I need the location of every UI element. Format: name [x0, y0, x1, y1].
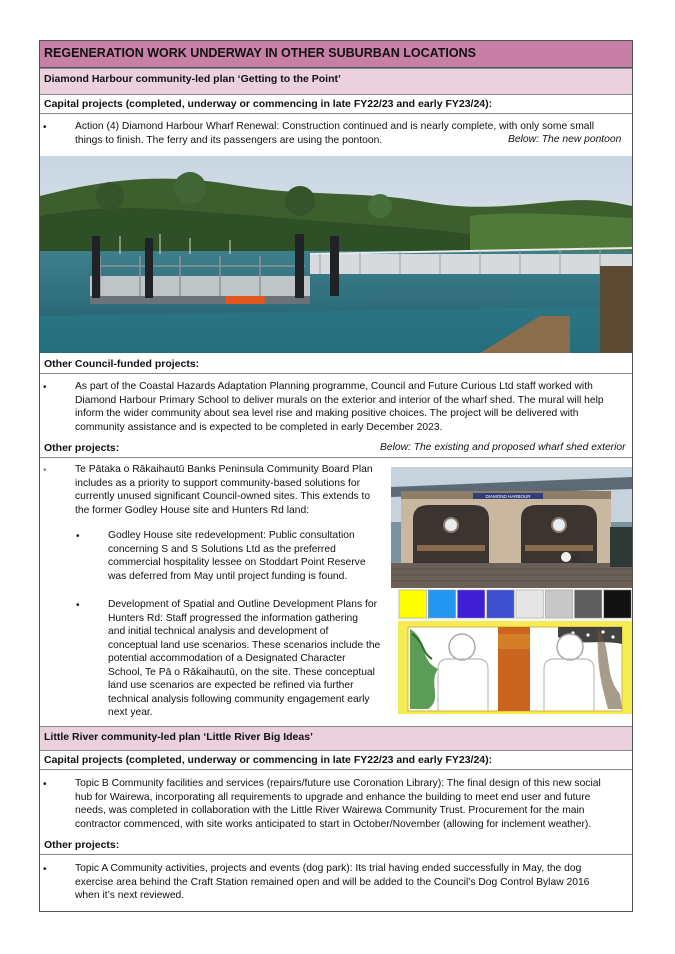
text-line: community assistance and is expected to be completed in early December 2023. [75, 421, 443, 433]
divider [40, 113, 632, 114]
council-funded-heading: Other Council-funded projects: [44, 358, 200, 370]
section-title: REGENERATION WORK UNDERWAY IN OTHER SUBURBAN LOCATIONS [40, 41, 632, 68]
text-line: Te Pātaka o Rākaihautū Banks Peninsula Community Board Plan [75, 464, 373, 475]
bullet: • [43, 382, 47, 393]
text-line: Topic B Community facilities and services (repairs/future use Coronation Library): The final design of this new social [75, 778, 601, 789]
divider [40, 373, 632, 374]
diamond-harbour-band: Diamond Harbour community-led plan ‘Getting to the Point’ [40, 68, 632, 95]
text-line: School, Te Pā o Rākaihautū, on the site. These conceptual [108, 666, 375, 678]
text-line: and initial technical analysis and development of [108, 626, 329, 637]
existing-shed-photo [391, 467, 632, 588]
diamond-capital-heading: Capital projects (completed, underway or commencing in late FY22/23 and early FY23/24): [44, 98, 493, 110]
colour-swatch [604, 590, 631, 618]
colour-swatch [458, 590, 485, 618]
shed-caption: Below: The existing and proposed wharf shed exterior [380, 442, 626, 453]
text-line: Godley House site redevelopment: Public consultation [108, 530, 355, 541]
text-line: currently unused significant Council-owned sites. This extends to [75, 491, 371, 502]
colour-swatch [487, 590, 514, 618]
mural-colour-swatches [399, 590, 631, 618]
shed-sign: DIAMOND HARBOUR [485, 494, 531, 499]
text-line: Hunters Rd: Staff progressed the information gathering [108, 612, 358, 624]
text-line: Development of Spatial and Outline Development Plans for [108, 599, 378, 610]
bullet: • [76, 600, 80, 611]
colour-swatch [545, 590, 572, 618]
text-line: commercial hospitality lessee on Stoddart Point Reserve [108, 557, 366, 568]
mural-project-text [75, 380, 630, 434]
little-river-capital-heading: Capital projects (completed, underway or commencing in late FY22/23 and early FY23/24): [44, 754, 493, 766]
hunters-rd-text [108, 598, 390, 720]
text-line: Topic A Community activities, projects and events (dog park): Its trial having ended successfully in May, the dog [75, 863, 582, 874]
proposed-mural [398, 589, 632, 714]
colour-swatch [399, 590, 426, 618]
text-line: needs, was completed in collaboration with the Little River Wairewa Community Trust. Procurement for the main [75, 805, 585, 816]
bullet: • [43, 122, 47, 133]
community-board-text [75, 463, 387, 517]
other-projects-heading: Other projects: [44, 442, 120, 454]
text-line: technical analysis following community engagement early [108, 693, 370, 705]
divider [40, 769, 632, 770]
text-line: As part of the Coastal Hazards Adaptation Planning programme, Council and Future Curious Ltd staff worked with [75, 381, 593, 392]
topic-a-text [75, 862, 630, 903]
report-section [39, 40, 633, 912]
bullet: • [76, 531, 80, 542]
little-river-other-heading: Other projects: [44, 839, 120, 851]
topic-b-text [75, 777, 630, 831]
text-line: when it’s next reviewed. [75, 890, 185, 901]
text-line: was deferred from May until project funding is found. [108, 570, 348, 582]
text-line: hub for Wairewa, incorporating all requirements to upgrade and enhance the building to meet end user and future [75, 791, 591, 803]
text-line: Diamond Harbour Primary School to deliver murals on the exterior and interior of the wharf shed. The mural will help [75, 394, 604, 406]
divider [40, 457, 632, 458]
text-line: concerning S and S Solutions Ltd as the preferred [108, 543, 336, 555]
text-line: the former Godley House site and Hunters Rd land: [75, 504, 310, 516]
text-line: next year. [108, 707, 153, 718]
colour-swatch [516, 590, 543, 618]
text-line: land use scenarios are expected be refined via further [108, 680, 354, 691]
text-line: potential accommodation of a Designated Character [108, 653, 346, 664]
pontoon-caption: Below: The new pontoon [508, 133, 622, 145]
bullet: • [43, 779, 47, 790]
colour-swatch [575, 590, 602, 618]
bullet: • [43, 864, 47, 875]
little-river-band: Little River community-led plan ‘Little River Big Ideas’ [40, 726, 632, 751]
pontoon-photo [40, 156, 632, 353]
text-line: inform the wider community about sea level rise and making positive choices. The project will be delivered with [75, 408, 579, 419]
godley-house-text [108, 529, 388, 583]
text-line: things to finish. The ferry and its passengers are using the pontoon. [75, 134, 383, 146]
text-line: conceptual land use scenarios. These scenarios include the [108, 639, 381, 651]
text-line: includes as a priority to support community-based solutions for [75, 477, 361, 489]
text-line: Action (4) Diamond Harbour Wharf Renewal: Construction continued and is nearly complete, with only some small [75, 121, 595, 132]
colour-swatch [428, 590, 455, 618]
text-line: exercise area behind the Craft Station remained open and will be added to the Council’s Dog Control Bylaw 2016 [75, 876, 590, 888]
bullet: • [43, 465, 47, 476]
divider [40, 854, 632, 855]
text-line: contractor commenced, with site works anticipated to start in October/November (allowing for inclement weather). [75, 818, 592, 830]
